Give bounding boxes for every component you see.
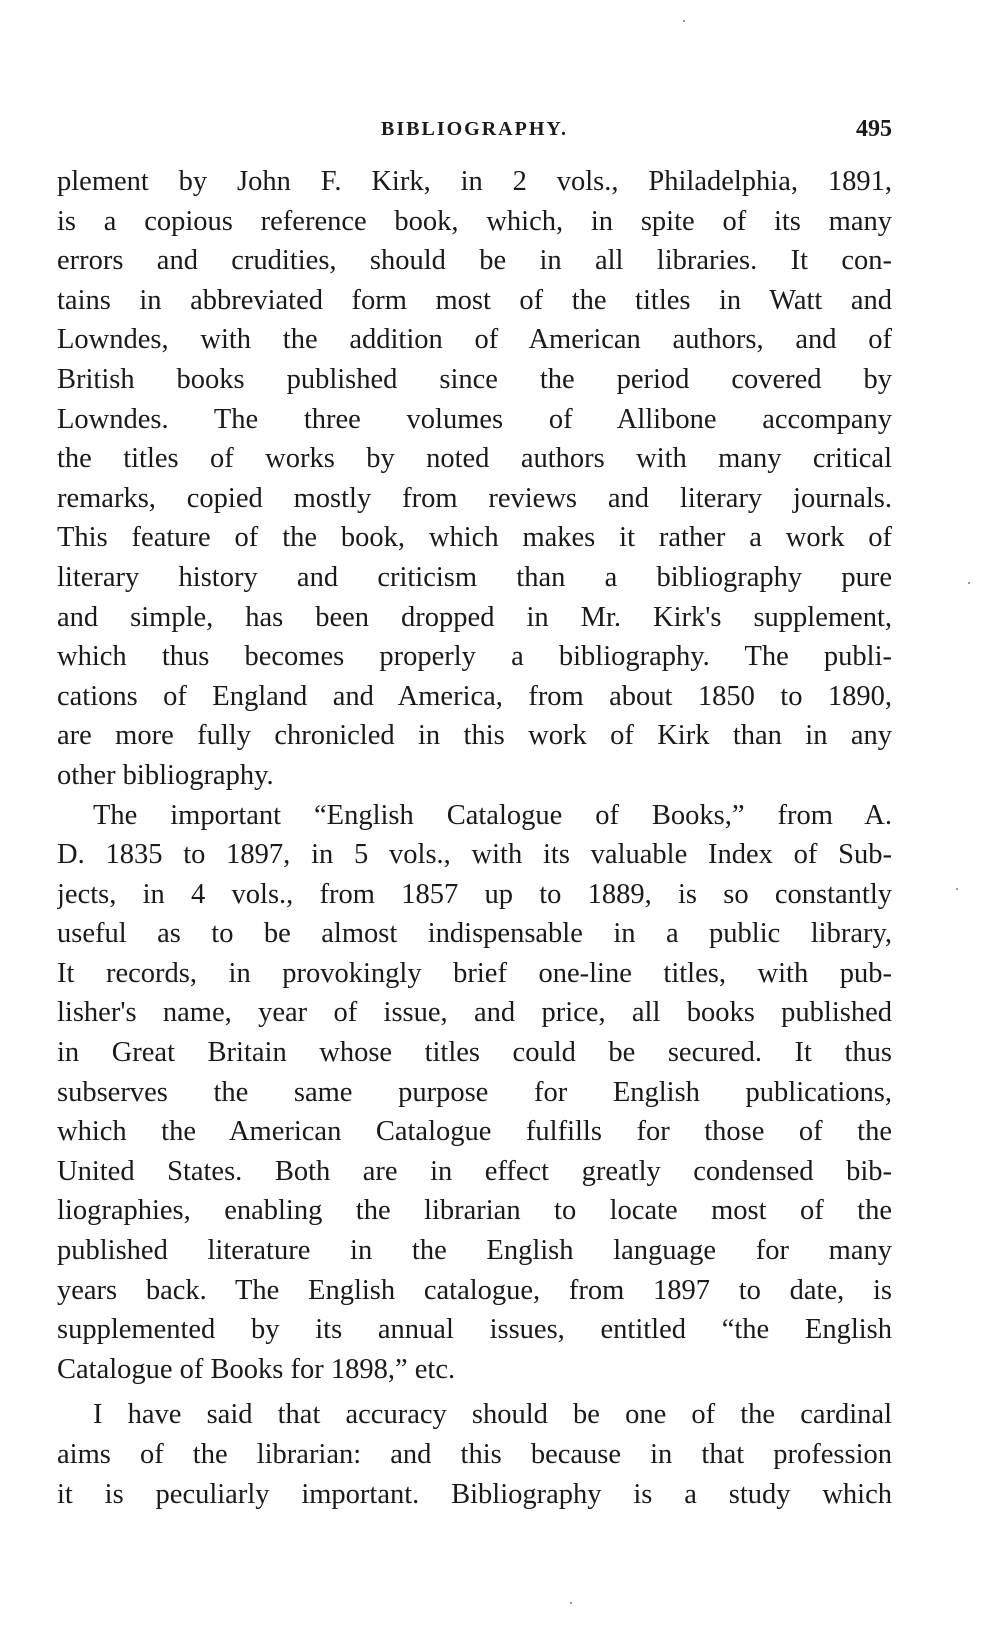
text-line: Catalogue of Books for 1898,” etc. xyxy=(57,1353,456,1385)
text-line: published literature in the English language for many xyxy=(57,1235,892,1267)
text-line: British books published since the period covered by xyxy=(57,363,892,395)
text-line: in Great Britain whose titles could be secured. It thus xyxy=(57,1037,892,1069)
paragraph-3 xyxy=(57,1395,892,1514)
paragraph-2 xyxy=(57,796,892,1390)
paper-speck xyxy=(683,20,685,22)
text-line: and simple, has been dropped in Mr. Kirk's supplement, xyxy=(57,601,892,633)
text-line: are more fully chronicled in this work of Kirk than in any xyxy=(57,720,892,752)
running-head xyxy=(57,114,892,144)
text-line: I have said that accuracy should be one of the cardinal xyxy=(93,1399,892,1431)
paper-speck xyxy=(570,1602,572,1604)
text-line: which the American Catalogue fulfills for those of the xyxy=(57,1116,892,1148)
text-line: D. 1835 to 1897, in 5 vols., with its valuable Index of Sub- xyxy=(57,839,892,871)
text-line: aims of the librarian: and this because in that profession xyxy=(57,1439,892,1470)
text-line: remarks, copied mostly from reviews and literary journals. xyxy=(57,482,892,514)
paragraph-1 xyxy=(57,162,892,796)
text-line: plement by John F. Kirk, in 2 vols., Philadelphia, 1891, xyxy=(57,166,892,197)
text-line: supplemented by its annual issues, entitled “the English xyxy=(57,1314,892,1346)
text-line: It records, in provokingly brief one-line titles, with pub- xyxy=(57,957,892,989)
text-line: The important “English Catalogue of Books,” from A. xyxy=(93,799,892,831)
text-line: other bibliography. xyxy=(57,759,274,791)
text-line: lisher's name, year of issue, and price, all books published xyxy=(57,997,892,1029)
text-line: cations of England and America, from about 1850 to 1890, xyxy=(57,680,892,712)
text-line: This feature of the book, which makes it rather a work of xyxy=(57,522,892,554)
paper-speck xyxy=(956,888,958,890)
running-head-title: BIBLIOGRAPHY. xyxy=(381,118,568,140)
page-number: 495 xyxy=(856,116,892,142)
text-line: years back. The English catalogue, from 1897 to date, is xyxy=(57,1274,892,1306)
text-line: tains in abbreviated form most of the titles in Watt and xyxy=(57,284,892,316)
text-line: which thus becomes properly a bibliography. The publi- xyxy=(57,641,892,673)
text-line: is a copious reference book, which, in spite of its many xyxy=(57,205,892,237)
text-line: subserves the same purpose for English publications, xyxy=(57,1076,892,1108)
text-line: Lowndes. The three volumes of Allibone accompany xyxy=(57,403,892,435)
text-line: it is peculiarly important. Bibliography is a study which xyxy=(57,1478,892,1510)
text-line: jects, in 4 vols., from 1857 up to 1889, is so constantly xyxy=(57,878,892,910)
text-line: Lowndes, with the addition of American authors, and of xyxy=(57,324,892,356)
text-line: literary history and criticism than a bibliography pure xyxy=(57,561,892,593)
text-line: the titles of works by noted authors with many critical xyxy=(57,443,892,475)
text-line: errors and crudities, should be in all libraries. It con- xyxy=(57,245,892,277)
paper-speck xyxy=(968,582,970,584)
text-line: liographies, enabling the librarian to locate most of the xyxy=(57,1195,892,1227)
text-line: United States. Both are in effect greatly condensed bib- xyxy=(57,1155,892,1187)
text-line: useful as to be almost indispensable in a public library, xyxy=(57,918,892,950)
body-text xyxy=(57,162,892,1514)
